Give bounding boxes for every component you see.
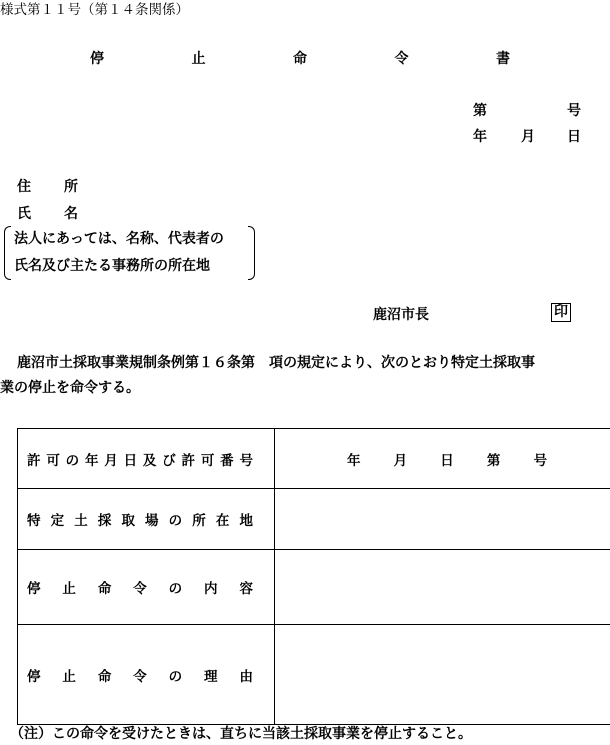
doc-number-go: 号 — [567, 103, 581, 119]
table-row — [18, 489, 610, 550]
table-label-cell — [18, 625, 275, 725]
title-char: 停 — [90, 51, 104, 67]
title-char: 書 — [496, 51, 510, 67]
label-char: 所 — [192, 513, 206, 529]
body-text-line2: 業の停止を命令する。 — [0, 380, 140, 396]
title-char: 命 — [293, 51, 307, 67]
document-title — [90, 48, 510, 68]
label-char: 内 — [204, 581, 218, 597]
corporation-note-line1: 法人にあっては、名称、代表者の — [14, 231, 224, 247]
label-char: 号 — [239, 452, 253, 469]
label-char: 年 — [84, 452, 99, 469]
label-char: の — [168, 513, 183, 529]
issuer-name: 鹿沼市長 — [373, 307, 429, 323]
label-char: の — [65, 452, 80, 469]
label-char: 停 — [27, 668, 41, 685]
seal-mark: 印 — [551, 303, 571, 322]
table-value-cell[interactable] — [275, 489, 610, 550]
table-row — [18, 429, 610, 489]
address-label-1: 住 — [17, 179, 31, 195]
label-char: 容 — [239, 581, 253, 597]
form-number: 様式第１１号（第１４条関係） — [0, 2, 189, 18]
bracket-left — [4, 226, 11, 280]
date-year: 年 — [473, 129, 487, 145]
title-char: 令 — [394, 51, 409, 67]
table-value-cell[interactable] — [275, 429, 610, 489]
label-char: 止 — [62, 668, 76, 685]
label-char: 止 — [62, 581, 76, 597]
value-char: 号 — [533, 452, 547, 469]
doc-number-dai: 第 — [473, 103, 487, 119]
label-char: 採 — [97, 513, 112, 529]
label-char: 土 — [74, 513, 88, 529]
label-char: 許 — [27, 452, 41, 469]
label-char: び — [162, 452, 176, 469]
label-char: 場 — [145, 513, 159, 529]
label-char: 地 — [239, 513, 253, 529]
bracket-right — [248, 226, 255, 280]
name-label-1: 氏 — [17, 206, 31, 222]
table-label-cell — [18, 429, 275, 489]
label-char: 命 — [97, 668, 112, 685]
value-char: 月 — [393, 452, 408, 469]
label-char: 令 — [133, 668, 147, 685]
corporation-note-line2: 氏名及び主たる事務所の所在地 — [14, 258, 210, 274]
label-char: 定 — [50, 513, 65, 529]
label-char: 停 — [27, 581, 41, 597]
label-char: 取 — [121, 513, 135, 529]
label-char: 在 — [215, 513, 230, 529]
table-value-cell[interactable] — [275, 625, 610, 725]
label-char: 番 — [220, 452, 234, 469]
footnote: （注）この命令を受けたときは、直ちに当該土採取事業を停止すること。 — [10, 726, 472, 742]
address-label-2: 所 — [64, 179, 78, 195]
date-day: 日 — [567, 129, 581, 145]
label-char: 令 — [133, 581, 147, 597]
value-char: 第 — [486, 452, 501, 469]
label-char: 特 — [27, 513, 41, 529]
table-label-cell — [18, 550, 275, 625]
body-text-line1: 鹿沼市土採取事業規制条例第１６条第 項の規定により、次のとおり特定土採取事 — [17, 355, 535, 371]
value-char: 日 — [440, 452, 454, 469]
label-char: 及 — [142, 452, 157, 469]
label-char: 月 — [104, 452, 118, 469]
label-char: 由 — [239, 668, 253, 685]
table-label-cell — [18, 489, 275, 550]
permit-info-table — [17, 428, 610, 725]
value-char: 年 — [347, 452, 361, 469]
label-char: 可 — [46, 452, 60, 469]
name-label-2: 名 — [64, 206, 78, 222]
table-value-cell[interactable] — [275, 550, 610, 625]
label-char: 命 — [97, 581, 112, 597]
table-row — [18, 625, 610, 725]
label-char: 許 — [181, 452, 195, 469]
label-char: の — [168, 581, 183, 597]
label-char: 日 — [123, 452, 138, 469]
date-month: 月 — [521, 129, 535, 145]
table-row — [18, 550, 610, 625]
label-char: 理 — [204, 668, 218, 685]
label-char: の — [168, 668, 183, 685]
title-char: 止 — [191, 51, 206, 67]
label-char: 可 — [200, 452, 215, 469]
